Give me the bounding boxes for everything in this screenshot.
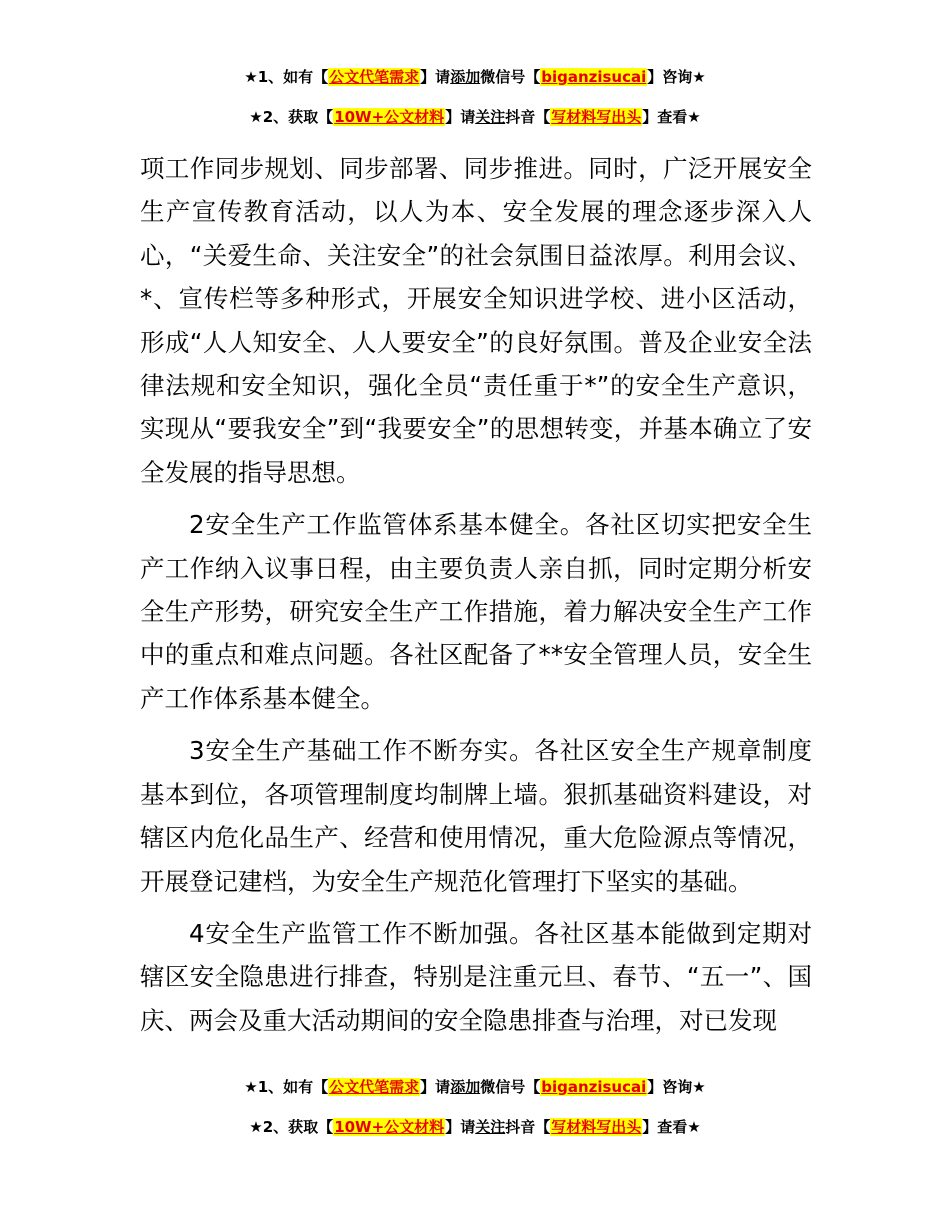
top-banner-line-1: ★1、如有【公文代笔需求】请添加微信号【biganzisucai】咨询★: [244, 68, 706, 86]
document-body: [140, 147, 812, 1042]
bottom-banner-line-2: ★2、获取【10W+公文材料】请关注抖音【写材料写出头】查看★: [249, 1118, 701, 1136]
highlight-materials: 10W+公文材料: [334, 1118, 445, 1136]
highlight-douyin-account: 写材料写出头: [551, 1118, 642, 1136]
highlight-ghostwriting: 公文代笔需求: [329, 1078, 420, 1096]
paragraph-3: 3安全生产基础工作不断夯实。各社区安全生产规章制度基本到位，各项管理制度均制牌上墙。狠抓基础资料建设，对辖区内危化品生产、经营和使用情况，重大危险源点等情况，开展登记建档，为安全生产规范化管理打下坚实的基础。: [140, 736, 812, 896]
paragraph-1: 项工作同步规划、同步部署、同步推进。同时，广泛开展安全生产宣传教育活动，以人为本、安全发展的理念逐步深入人心，“关爱生命、关注安全”的社会氛围日益浓厚。利用会议、*、宣传栏等多种形式，开展安全知识进学校、进小区活动，形成“人人知安全、人人要安全”的良好氛围。普及企业安全法律法规和安全知识，强化全员“责任重于*”的安全生产意识，实现从“要我安全”到“我要安全”的思想转变，并基本确立了安全发展的指导思想。: [140, 154, 812, 487]
bottom-banner-line-1: ★1、如有【公文代笔需求】请添加微信号【biganzisucai】咨询★: [244, 1078, 706, 1096]
highlight-materials: 10W+公文材料: [334, 108, 445, 126]
paragraph-2: 2安全生产工作监管体系基本健全。各社区切实把安全生产工作纳入议事日程，由主要负责人亲自抓，同时定期分析安全生产形势，研究安全生产工作措施，着力解决安全生产工作中的重点和难点问题。各社区配备了**安全管理人员，安全生产工作体系基本健全。: [140, 510, 812, 713]
highlight-ghostwriting: 公文代笔需求: [329, 68, 420, 86]
highlight-wechat-id: biganzisucai: [541, 68, 647, 86]
highlight-douyin-account: 写材料写出头: [551, 108, 642, 126]
top-banner-line-2: ★2、获取【10W+公文材料】请关注抖音【写材料写出头】查看★: [249, 108, 701, 126]
highlight-wechat-id: biganzisucai: [541, 1078, 647, 1096]
paragraph-4: 4安全生产监管工作不断加强。各社区基本能做到定期对辖区安全隐患进行排查，特别是注重元旦、春节、“五一”、国庆、两会及重大活动期间的安全隐患排查与治理，对已发现: [140, 918, 812, 1035]
